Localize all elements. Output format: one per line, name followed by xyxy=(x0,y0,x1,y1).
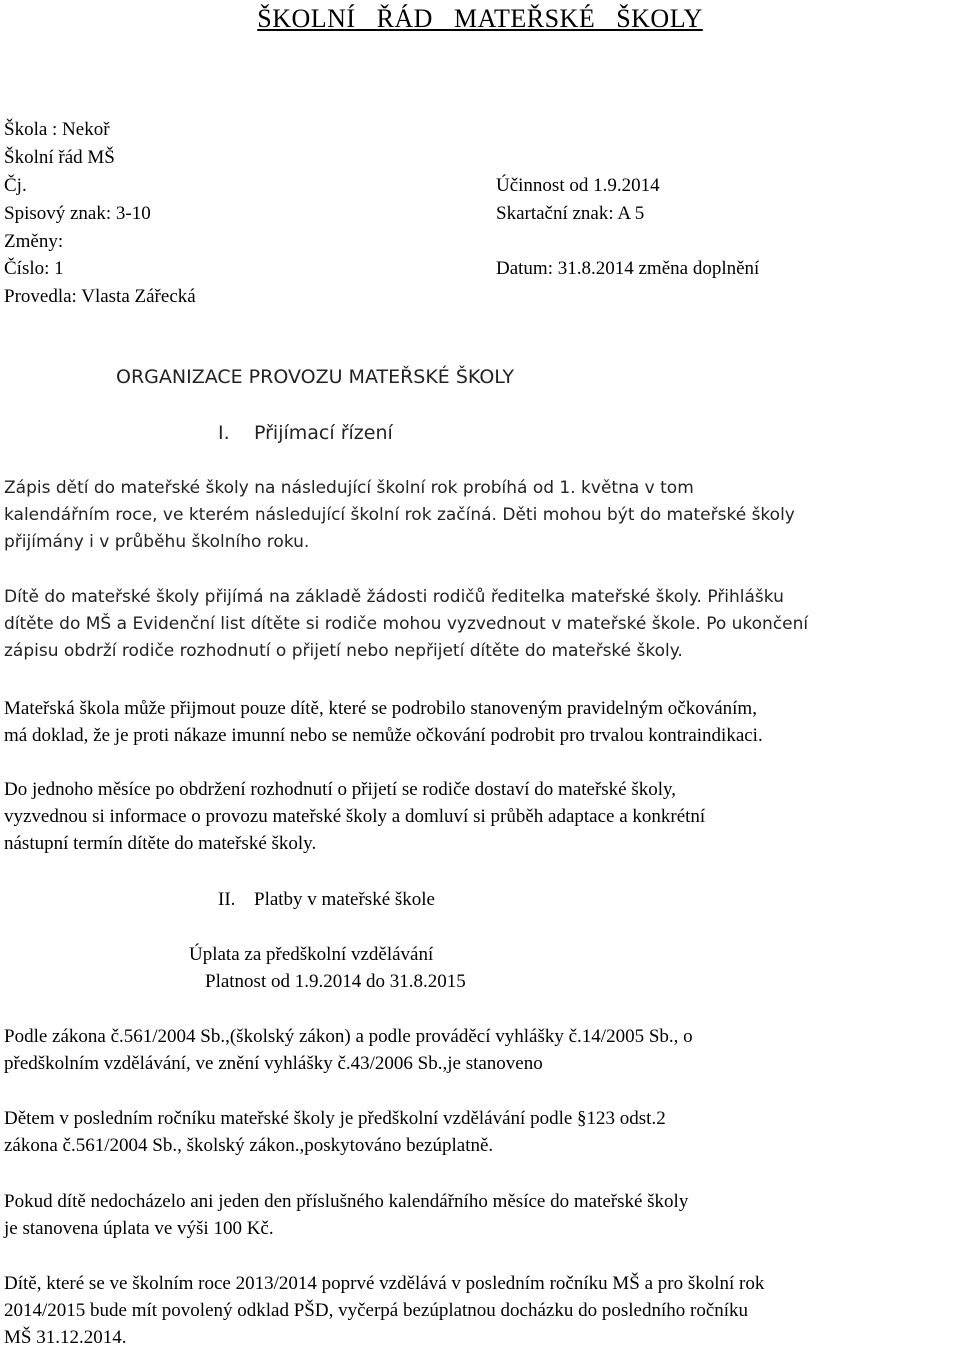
header-school: Škola : Nekoř xyxy=(4,119,110,140)
section-2-subtitle-validity: Platnost od 1.9.2014 do 31.8.2015 xyxy=(205,971,466,992)
s1-p2-line-1: Dítě do mateřské školy přijímá na základě žádosti rodičů ředitelka mateřské školy. Přihlášku xyxy=(4,587,784,607)
s1-p1-line-3: přijímány i v průběhu školního roku. xyxy=(4,532,310,552)
s1-p1-line-2: kalendářním roce, ve kterém následující školní rok začíná. Děti mohou být do mateřské školy xyxy=(4,505,795,525)
s2-p1-line-1: Podle zákona č.561/2004 Sb.,(školský zákon) a podle prováděcí vyhlášky č.14/2005 Sb., o xyxy=(4,1026,693,1047)
s1-p3-line-1: Mateřská škola může přijmout pouze dítě, které se podrobilo stanoveným pravidelným očkováním, xyxy=(4,698,757,719)
s2-p3-line-1: Pokud dítě nedocházelo ani jeden den příslušného kalendářního měsíce do mateřské školy xyxy=(4,1191,689,1212)
s1-p4-line-2: vyzvednou si informace o provozu mateřské školy a domluví si průběh adaptace a konkrétní xyxy=(4,806,706,827)
s2-p2-line-2: zákona č.561/2004 Sb., školský zákon.,poskytováno bezúplatně. xyxy=(4,1135,494,1156)
s1-p1-line-1: Zápis dětí do mateřské školy na následující školní rok probíhá od 1. května v tom xyxy=(4,478,694,498)
s2-p2-line-1: Dětem v posledním ročníku mateřské školy je předškolní vzdělávání podle §123 odst.2 xyxy=(4,1108,666,1129)
header-file-mark: Spisový znak: 3-10 xyxy=(4,203,151,224)
header-document: Školní řád MŠ xyxy=(4,147,115,168)
header-date: Datum: 31.8.2014 změna doplnění xyxy=(496,258,760,279)
s2-p4-line-2: 2014/2015 bude mít povolený odklad PŠD, vyčerpá bezúplatnou docházku do posledního ročníku xyxy=(4,1300,749,1321)
section-2-subtitle-fee: Úplata za předškolní vzdělávání xyxy=(189,944,434,965)
s1-p4-line-3: nástupní termín dítěte do mateřské školy. xyxy=(4,833,317,854)
header-reference-number: Čj. xyxy=(4,175,27,196)
section-organization-heading: ORGANIZACE PROVOZU MATEŘSKÉ ŠKOLY xyxy=(116,366,514,388)
s1-p3-line-2: má doklad, že je proti nákaze imunní nebo se nemůže očkování podrobit pro trvalou kontraindikaci. xyxy=(4,725,763,746)
s2-p4-line-3: MŠ 31.12.2014. xyxy=(4,1327,127,1348)
header-changes: Změny: xyxy=(4,231,64,252)
header-author: Provedla: Vlasta Zářecká xyxy=(4,286,196,307)
s2-p1-line-2: předškolním vzdělávání, ve znění vyhlášky č.43/2006 Sb.,je stanoveno xyxy=(4,1053,543,1074)
header-effective-date: Účinnost od 1.9.2014 xyxy=(496,175,660,196)
section-1-title: Přijímací řízení xyxy=(254,422,393,444)
header-shred-mark: Skartační znak: A 5 xyxy=(496,203,645,224)
section-2-number: II. xyxy=(218,889,236,910)
s2-p3-line-2: je stanovena úplata ve výši 100 Kč. xyxy=(4,1218,274,1239)
document-title: ŠKOLNÍ ŘÁD MATEŘSKÉ ŠKOLY xyxy=(257,4,703,33)
section-1-number: I. xyxy=(218,422,230,444)
s1-p4-line-1: Do jednoho měsíce po obdržení rozhodnutí o přijetí se rodiče dostaví do mateřské školy, xyxy=(4,779,677,800)
header-number: Číslo: 1 xyxy=(4,258,64,279)
section-2-title: Platby v mateřské škole xyxy=(254,889,435,910)
s1-p2-line-2: dítěte do MŠ a Evidenční list dítěte si rodiče mohou vyzvednout v mateřské škole. Po ukončení xyxy=(4,614,809,634)
s1-p2-line-3: zápisu obdrží rodiče rozhodnutí o přijetí nebo nepřijetí dítěte do mateřské školy. xyxy=(4,641,683,661)
s2-p4-line-1: Dítě, které se ve školním roce 2013/2014 poprvé vzdělává v posledním ročníku MŠ a pro školní rok xyxy=(4,1273,765,1294)
